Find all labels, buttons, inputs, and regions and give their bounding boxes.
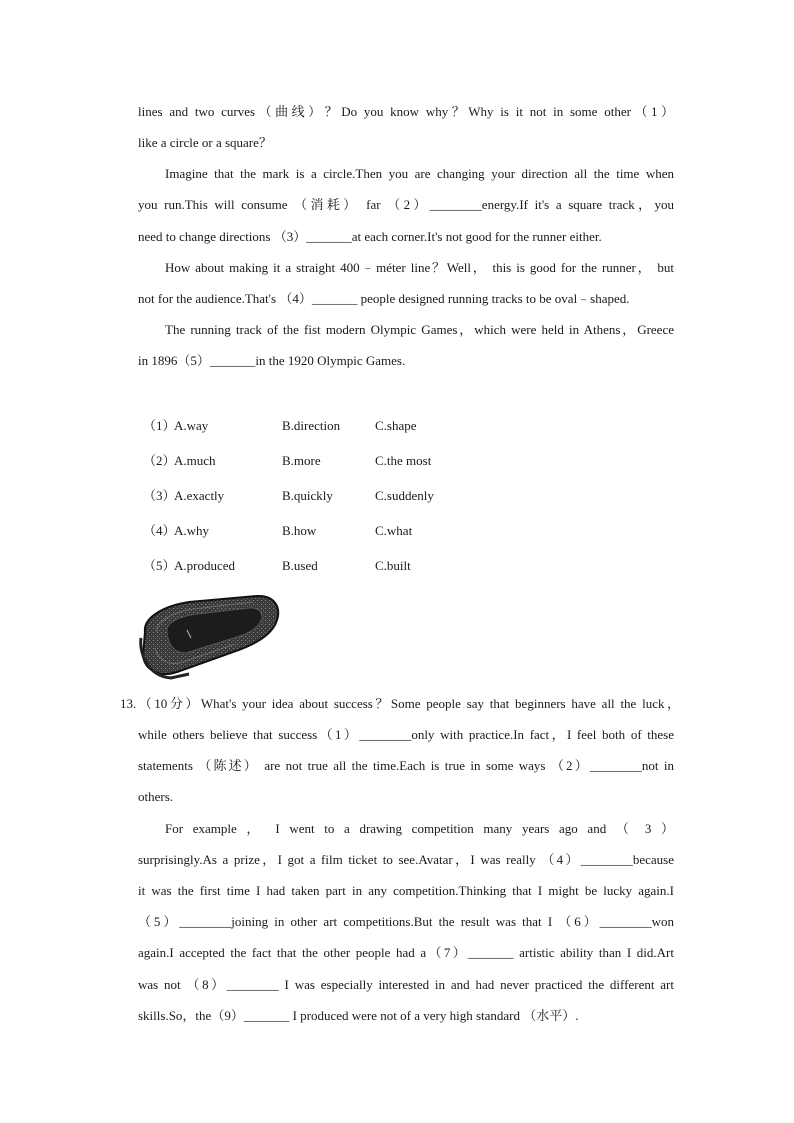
question-line: 13.（10分）What's your idea about success？Some people say that beginners have all the luck， bbox=[120, 696, 680, 711]
passage-line: Imagine that the mark is a circle.Then you are changing your direction all the time when bbox=[165, 166, 674, 181]
option-number: （4） bbox=[143, 523, 176, 538]
option-c: C.the most bbox=[375, 453, 432, 468]
option-b: B.more bbox=[282, 453, 321, 468]
question-line: For example ， I went to a drawing competition many years ago and （ 3 ） bbox=[165, 821, 674, 836]
passage-line: need to change directions （3）_______at each corner.It's not good for the runner either. bbox=[138, 229, 602, 244]
running-track-image bbox=[137, 592, 281, 682]
option-a: A.much bbox=[174, 453, 216, 468]
passage-line: in 1896（5）_______in the 1920 Olympic Games. bbox=[138, 353, 406, 368]
option-b: B.used bbox=[282, 558, 318, 573]
question-line: statements （陈述） are not true all the time.Each is true in some ways （2）________not in bbox=[138, 758, 674, 773]
question-line: while others believe that success（1）________only with practice.In fact，I feel both of these bbox=[138, 727, 674, 742]
option-b: B.quickly bbox=[282, 488, 333, 503]
passage-line: you run.This will consume （消耗） far （2）________energy.If it's a square track，you bbox=[138, 197, 674, 212]
option-number: （5） bbox=[143, 558, 176, 573]
option-c: C.suddenly bbox=[375, 488, 434, 503]
option-number: （1） bbox=[143, 418, 176, 433]
question-line: it was the first time I had taken part in any competition.Thinking that I might be lucky again.I bbox=[138, 883, 674, 898]
option-a: A.produced bbox=[174, 558, 236, 573]
option-b: B.how bbox=[282, 523, 317, 538]
passage-line: The running track of the fist modern Olympic Games，which were held in Athens，Greece bbox=[165, 322, 674, 337]
question-line: again.I accepted the fact that the other people had a（7）_______ artistic ability than I did.Art bbox=[138, 945, 674, 960]
option-a: A.exactly bbox=[174, 488, 225, 503]
question-line: skills.So，the（9）_______ I produced were not of a very high standard （水平）. bbox=[138, 1008, 579, 1023]
option-c: C.built bbox=[375, 558, 411, 573]
option-a: A.way bbox=[174, 418, 209, 433]
option-c: C.shape bbox=[375, 418, 417, 433]
option-c: C.what bbox=[375, 523, 413, 538]
question-line: others. bbox=[138, 789, 174, 804]
passage-line: lines and two curves（曲线）？Do you know why？Why is it not in some other（1） bbox=[138, 104, 674, 119]
option-a: A.why bbox=[174, 523, 210, 538]
passage-line: How about making it a straight 400﹣méter line？Well， this is good for the runner， but bbox=[165, 260, 674, 275]
question-line: was not （8）________ I was especially interested in and had never practiced the different art bbox=[138, 977, 674, 992]
option-number: （2） bbox=[143, 453, 176, 468]
passage-line: not for the audience.That's （4）_______ people designed running tracks to be oval﹣shaped. bbox=[138, 291, 630, 306]
passage-line: like a circle or a square？ bbox=[138, 135, 272, 150]
question-line: surprisingly.As a prize，I got a film ticket to see.Avatar，I was really （4）________because bbox=[138, 852, 674, 867]
option-number: （3） bbox=[143, 488, 176, 503]
question-line: （5）________joining in other art competitions.But the result was that I （6）________won bbox=[138, 914, 674, 929]
option-b: B.direction bbox=[282, 418, 341, 433]
